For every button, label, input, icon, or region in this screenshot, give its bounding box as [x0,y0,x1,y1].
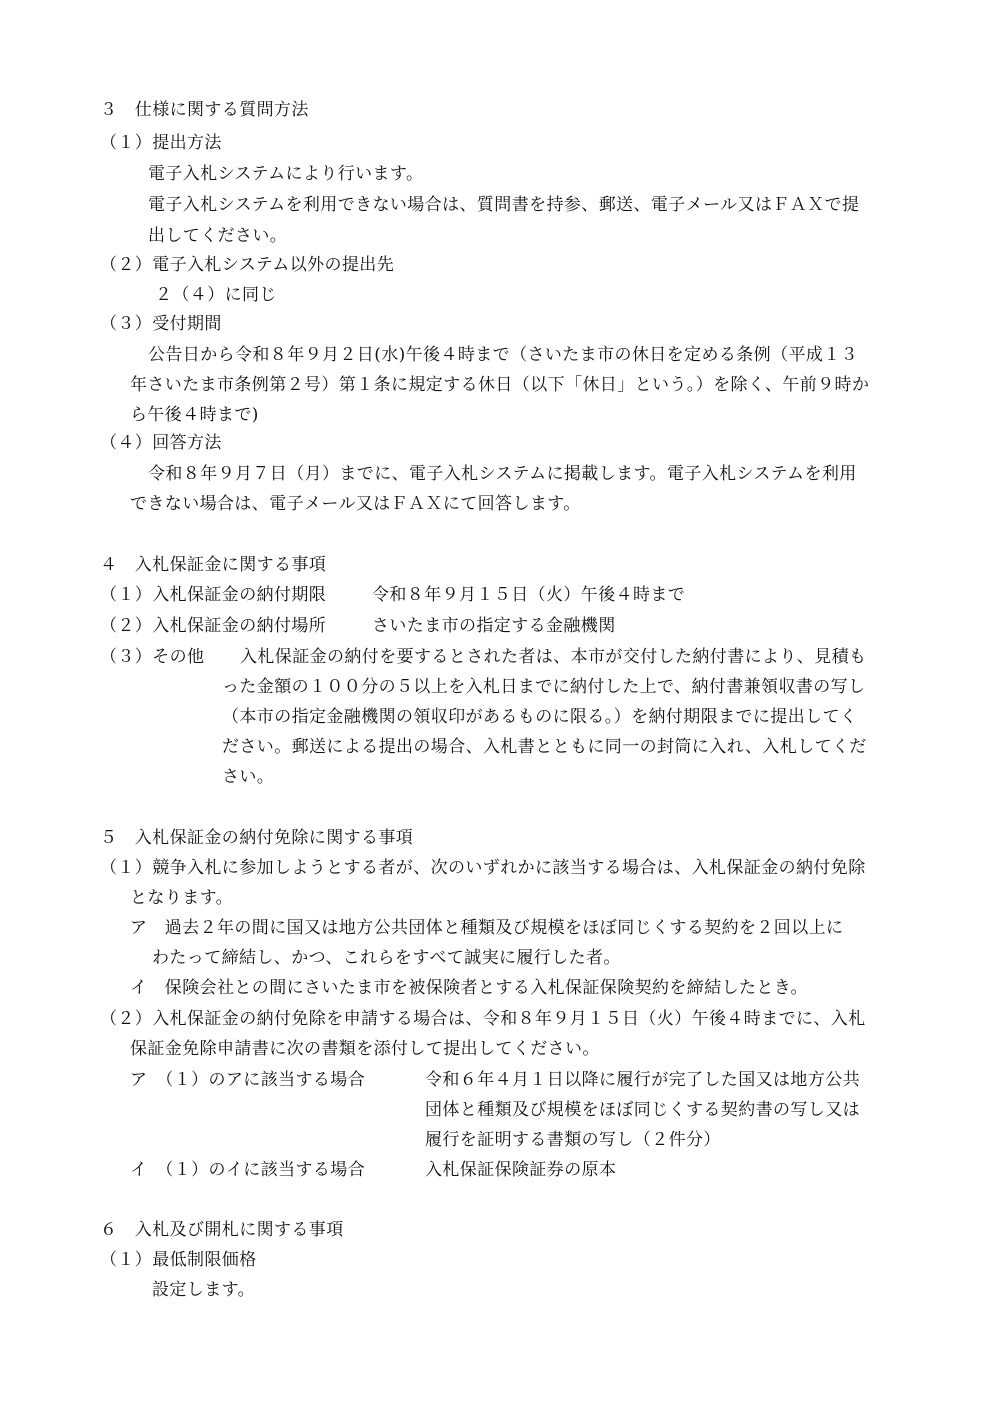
s3-item3-line1: 公告日から令和８年９月２日(水)午後４時まで（さいたま市の休日を定める条例（平成１３ [148,345,859,365]
s6-item1-heading: （１）最低制限価格 [100,1250,257,1270]
s5-item1-line2: となります。 [130,888,234,908]
s4-deadline-label: （１）入札保証金の納付期限 [100,585,327,605]
s3-item1-line3: 出してください。 [148,226,288,246]
s3-item1-line2: 電子入札システムを利用できない場合は、質問書を持参、郵送、電子メール又はＦＡＸで提 [148,195,860,215]
s5-item2-line2: 保証金免除申請書に次の書類を添付して提出してください。 [130,1039,600,1059]
s4-place-value: さいたま市の指定する金融機関 [372,616,616,636]
s4-place-label: （２）入札保証金の納付場所 [100,616,327,636]
s3-item1-heading: （１）提出方法 [100,133,222,153]
s3-item4-line2: できない場合は、電子メール又はＦＡＸにて回答します。 [130,494,581,514]
section-4-title: ４ 入札保証金に関する事項 [100,555,327,575]
s5-req-a-label: ア （１）のアに該当する場合 [130,1070,366,1090]
s5-sub-a-line2: わたって締結し、かつ、これらをすべて誠実に履行した者。 [152,948,621,968]
s4-other-line5: さい。 [222,767,275,787]
s3-item2-line1: ２（４）に同じ [155,285,277,305]
s3-item3-line3: ら午後４時まで) [130,405,259,425]
s3-item2-heading: （２）電子入札システム以外の提出先 [100,255,395,275]
s3-item4-line1: 令和８年９月７日（月）までに、電子入札システムに掲載します。電子入札システムを利用 [148,464,857,484]
s4-other-line4: ださい。郵送による提出の場合、入札書とともに同一の封筒に入れ、入札してくだ [222,737,867,757]
s5-item2-line1: （２）入札保証金の納付免除を申請する場合は、令和８年９月１５日（火）午後４時までに、入札 [100,1009,866,1029]
s4-other-line3: （本市の指定金融機関の領収印があるものに限る。）を納付期限までに提出してく [222,707,858,727]
s4-other-label: （３）その他 [100,647,205,667]
s5-item1-line1: （１）競争入札に参加しようとする者が、次のいずれかに該当する場合は、入札保証金の納付免除 [100,858,866,878]
s5-sub-a-line1: ア 過去２年の間に国又は地方公共団体と種類及び規模をほぼ同じくする契約を２回以上に [130,918,844,938]
s5-req-a-line2: 団体と種類及び規模をほぼ同じくする契約書の写し又は [425,1100,860,1120]
s3-item4-heading: （４）回答方法 [100,433,222,453]
s3-item3-heading: （３）受付期間 [100,314,222,334]
s5-req-a-line3: 履行を証明する書類の写し（２件分） [425,1130,721,1150]
s5-req-i-line1: 入札保証保険証券の原本 [425,1160,617,1180]
s4-other-line2: った金額の１００分の５以上を入札日までに納付した上で、納付書兼領収書の写し [222,677,866,697]
s5-req-i-label: イ （１）のイに該当する場合 [130,1160,366,1180]
s5-sub-i-line1: イ 保険会社との間にさいたま市を被保険者とする入札保証保険契約を締結したとき。 [130,978,808,998]
s5-req-a-line1: 令和６年４月１日以降に履行が完了した国又は地方公共 [425,1070,860,1090]
section-3-title: ３ 仕様に関する質問方法 [100,100,309,120]
s6-item1-line1: 設定します。 [152,1280,256,1300]
s4-other-line1: 入札保証金の納付を要するとされた者は、本市が交付した納付書により、見積も [240,647,867,667]
s4-deadline-value: 令和８年９月１５日（火）午後４時まで [372,585,686,605]
section-5-title: ５ 入札保証金の納付免除に関する事項 [100,828,414,848]
section-6-title: ６ 入札及び開札に関する事項 [100,1220,344,1240]
s3-item3-line2: 年さいたま市条例第２号）第１条に規定する休日（以下「休日」という。）を除く、午前９時か [130,375,870,395]
s3-item1-line1: 電子入札システムにより行います。 [148,164,424,184]
